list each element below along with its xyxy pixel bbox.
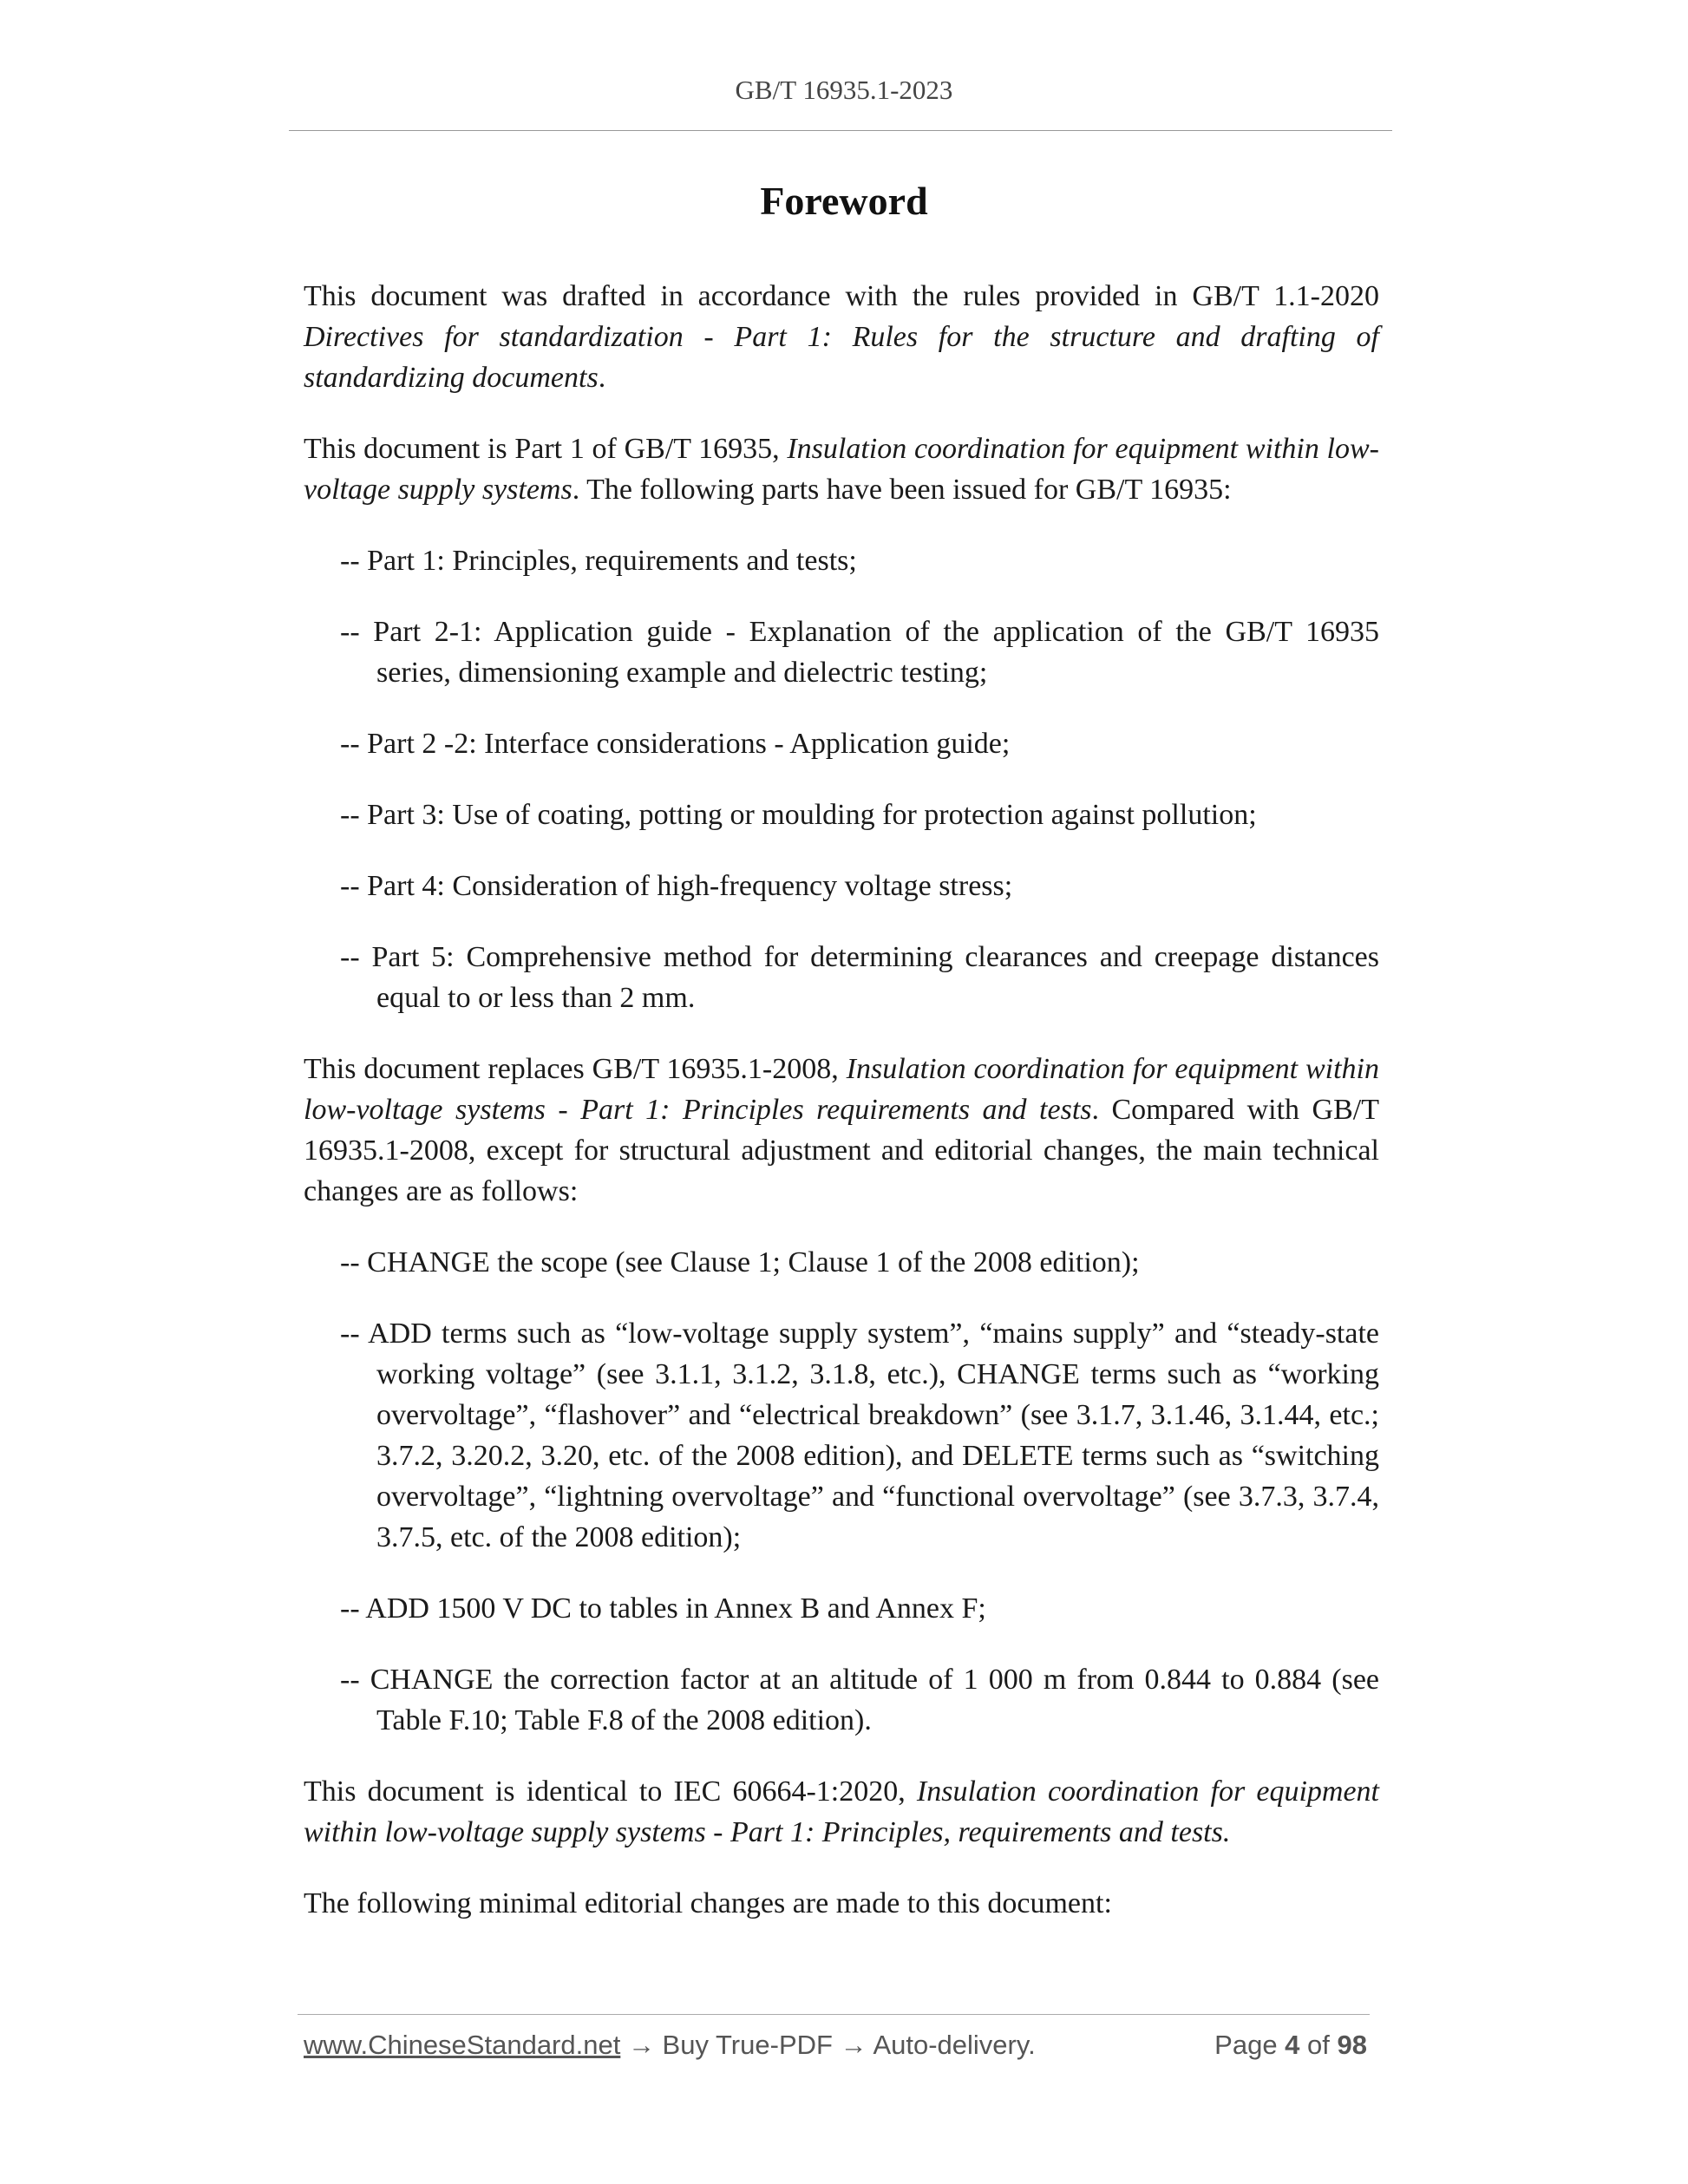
current-page: 4 [1285, 2030, 1300, 2060]
header-divider [289, 130, 1392, 131]
list-item: -- Part 4: Consideration of high-frequency voltage stress; [340, 870, 1013, 902]
paragraph-text: . The following parts have been issued for GB/T 16935: [572, 474, 1232, 506]
footer-divider [298, 2014, 1370, 2015]
paragraph-italic-text: Insulation coordination for equipment within low-voltage supply systems - Part 1: Principles, requirements and tests. [304, 1775, 1379, 1848]
paragraph-text: This document was drafted in accordance with the rules provided in GB/T 1.1-2020 [304, 280, 1379, 312]
paragraph-italic-text: Insulation coordination for equipment within low-voltage systems - Part 1: Principles requirements and tests [304, 1053, 1379, 1126]
page-label: Page [1214, 2030, 1286, 2060]
page-footer [304, 2030, 1367, 2064]
total-pages: 98 [1337, 2030, 1367, 2060]
header-doc-id: GB/T 16935.1-2023 [735, 75, 953, 105]
paragraph-italic-text: Insulation coordination for equipment within low-voltage supply systems [304, 433, 1380, 506]
page-title: Foreword [760, 179, 928, 223]
list-item: -- CHANGE the scope (see Clause 1; Clause 1 of the 2008 edition); [340, 1246, 1140, 1278]
list-item: -- Part 5: Comprehensive method for determining clearances and creepage distances equal to or less than 2 mm. [340, 941, 1379, 1014]
list-item: -- ADD 1500 V DC to tables in Annex B and Annex F; [340, 1592, 986, 1625]
of-label: of [1299, 2030, 1338, 2060]
footer-promo-text: → Buy True-PDF → Auto-delivery. [620, 2030, 1036, 2060]
footer-promo [304, 2030, 1036, 2061]
paragraph-drafting-rules [304, 276, 1379, 398]
website-link[interactable]: www.ChineseStandard.net [304, 2030, 621, 2060]
list-item: -- Part 3: Use of coating, potting or moulding for protection against pollution; [340, 799, 1257, 831]
paragraph-text: This document is Part 1 of GB/T 16935, [304, 433, 788, 465]
paragraph-text: This document is identical to IEC 60664-1:2020, [304, 1775, 917, 1808]
list-item: -- Part 2 -2: Interface considerations - Application guide; [340, 728, 1011, 760]
paragraph-identical [304, 1771, 1379, 1853]
paragraph-part-info [304, 428, 1379, 510]
list-item: -- CHANGE the correction factor at an altitude of 1 000 m from 0.844 to 0.884 (see Table F.10; Table F.8 of the 2008 edition). [340, 1664, 1379, 1736]
paragraph-italic-text: Directives for standardization - Part 1: Rules for the structure and drafting of standardizing documents [304, 321, 1379, 394]
paragraph-replaces [304, 1049, 1379, 1212]
document-body [304, 276, 1379, 1954]
page-number [1214, 2030, 1367, 2061]
list-item: -- Part 1: Principles, requirements and tests; [340, 545, 857, 577]
paragraph-text: . Compared with GB/T 16935.1-2008, except for structural adjustment and editorial changes, the main technical changes are as follows: [304, 1094, 1379, 1207]
list-item: -- Part 2-1: Application guide - Explanation of the application of the GB/T 16935 series, dimensioning example and dielectric testing; [340, 616, 1379, 689]
paragraph-text: . [598, 362, 606, 394]
list-item: -- ADD terms such as “low-voltage supply system”, “mains supply” and “steady-state working voltage” (see 3.1.1, 3.1.2, 3.1.8, etc.), CHANGE terms such as “working overvoltage”, “flashover” and “electrical breakdown” (see 3.1.7, 3.1.46, 3.1.44, etc.; 3.7.2, 3.20.2, 3.20, etc. of the 2008 edition), and DELETE terms such as “switching overvoltage”, “lightning overvoltage” and “functional overvoltage” (see 3.7.3, 3.7.4, 3.7.5, etc. of the 2008 edition); [340, 1318, 1379, 1553]
paragraph-editorial-changes: The following minimal editorial changes are made to this document: [304, 1887, 1112, 1919]
paragraph-text: This document replaces GB/T 16935.1-2008, [304, 1053, 847, 1085]
